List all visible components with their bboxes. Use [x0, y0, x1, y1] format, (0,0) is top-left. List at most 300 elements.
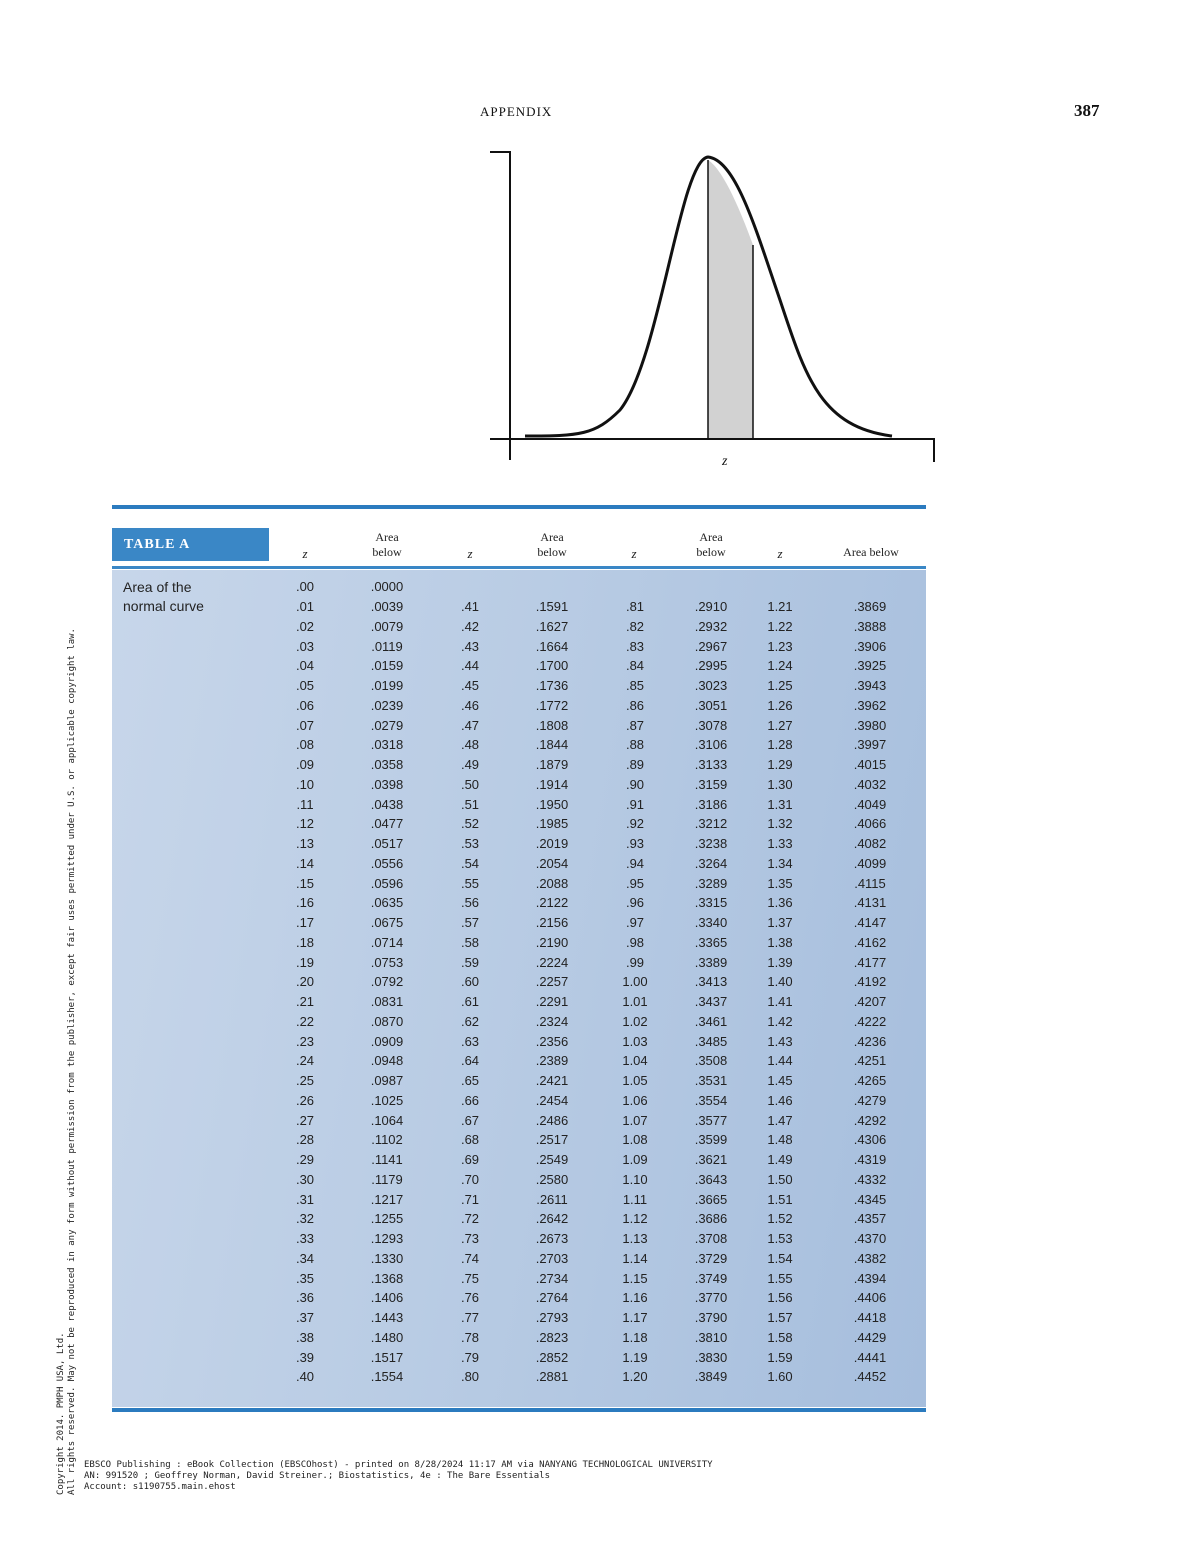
- table-cell-area-4: .3980: [853, 718, 887, 733]
- table-cell-z-1: .25: [295, 1073, 315, 1088]
- table-cell-z-3: 1.06: [622, 1093, 648, 1108]
- table-cell-area-1: .0279: [370, 718, 404, 733]
- col-header-z-1: z: [302, 546, 308, 561]
- caption-line-2: normal curve: [123, 598, 204, 614]
- table-cell-z-2: .70: [460, 1172, 480, 1187]
- table-cell-z-1: .16: [295, 895, 315, 910]
- table-cell-z-3: 1.09: [622, 1152, 648, 1167]
- col-header-area-3-bottom: below: [696, 545, 726, 559]
- table-cell-z-2: .79: [460, 1350, 480, 1365]
- table-cell-area-4: .4131: [853, 895, 887, 910]
- table-cell-z-2: .69: [460, 1152, 480, 1167]
- table-cell-area-4: .3943: [853, 678, 887, 693]
- table-cell-area-1: .0517: [370, 836, 404, 851]
- table-cell-area-1: .0909: [370, 1034, 404, 1049]
- table-cell-z-1: .38: [295, 1330, 315, 1345]
- table-cell-area-2: .2324: [535, 1014, 569, 1029]
- table-cell-z-1: .06: [295, 698, 315, 713]
- table-cell-z-2: .68: [460, 1132, 480, 1147]
- table-cell-z-1: .14: [295, 856, 315, 871]
- table-cell-area-3: .3531: [694, 1073, 728, 1088]
- table-cell-area-4: .3997: [853, 737, 887, 752]
- table-cell-area-3: .2910: [694, 599, 728, 614]
- table-cell-z-1: .26: [295, 1093, 315, 1108]
- table-cell-z-1: .08: [295, 737, 315, 752]
- table-cell-z-1: .29: [295, 1152, 315, 1167]
- col-header-area-2-top: Area: [540, 530, 564, 544]
- table-cell-z-4: 1.25: [767, 678, 793, 693]
- table-cell-area-2: .2703: [535, 1251, 569, 1266]
- table-cell-area-1: .1064: [370, 1113, 404, 1128]
- table-cell-z-1: .35: [295, 1271, 315, 1286]
- table-cell-z-3: 1.14: [622, 1251, 648, 1266]
- table-cell-z-4: 1.27: [767, 718, 793, 733]
- table-cell-area-2: .2421: [535, 1073, 569, 1088]
- table-cell-area-4: .4441: [853, 1350, 887, 1365]
- table-cell-z-4: 1.40: [767, 974, 793, 989]
- table-cell-area-2: .1772: [535, 698, 569, 713]
- col-header-area-2-bottom: below: [537, 545, 567, 559]
- table-cell-area-1: .0987: [370, 1073, 404, 1088]
- table-cell-area-3: .3577: [694, 1113, 728, 1128]
- table-cell-area-3: .2932: [694, 619, 728, 634]
- table-cell-z-4: 1.48: [767, 1132, 793, 1147]
- table-cell-z-3: 1.18: [622, 1330, 648, 1345]
- table-cell-area-4: .4319: [853, 1152, 887, 1167]
- running-header: APPENDIX: [480, 104, 553, 119]
- table-cell-area-1: .1554: [370, 1369, 404, 1384]
- table-cell-z-1: .28: [295, 1132, 315, 1147]
- table-cell-z-3: .90: [625, 777, 645, 792]
- table-cell-z-3: .91: [625, 797, 645, 812]
- table-cell-z-3: 1.20: [622, 1369, 648, 1384]
- table-cell-area-1: .0398: [370, 777, 404, 792]
- table-cell-z-3: 1.00: [622, 974, 648, 989]
- table-cell-area-2: .2190: [535, 935, 569, 950]
- table-cell-z-4: 1.31: [767, 797, 793, 812]
- table-cell-z-3: 1.01: [622, 994, 648, 1009]
- table-cell-area-4: .4279: [853, 1093, 887, 1108]
- table-cell-z-1: .40: [295, 1369, 315, 1384]
- table-cell-z-3: .85: [625, 678, 645, 693]
- table-cell-area-1: .1480: [370, 1330, 404, 1345]
- page-number: 387: [1074, 101, 1100, 120]
- table-cell-z-2: .45: [460, 678, 480, 693]
- table-cell-z-1: .07: [295, 718, 315, 733]
- table-cell-area-4: .4265: [853, 1073, 887, 1088]
- table-cell-area-3: .3849: [694, 1369, 728, 1384]
- table-cell-z-2: .59: [460, 955, 480, 970]
- table-cell-z-2: .80: [460, 1369, 480, 1384]
- table-cell-area-1: .0438: [370, 797, 404, 812]
- table-cell-z-2: .61: [460, 994, 480, 1009]
- table-cell-area-1: .1293: [370, 1231, 404, 1246]
- table-cell-area-3: .3665: [694, 1192, 728, 1207]
- table-cell-z-3: .99: [625, 955, 645, 970]
- table-cell-z-2: .44: [460, 658, 480, 673]
- table-cell-area-4: .3888: [853, 619, 887, 634]
- table-cell-z-3: .95: [625, 876, 645, 891]
- table-cell-area-4: .4394: [853, 1271, 887, 1286]
- table-cell-area-1: .0714: [370, 935, 404, 950]
- col-header-area-3: [681, 530, 741, 560]
- table-cell-area-3: .3340: [694, 915, 728, 930]
- table-cell-z-1: .24: [295, 1053, 315, 1068]
- table-cell-z-3: 1.08: [622, 1132, 648, 1147]
- table-cell-area-2: .2734: [535, 1271, 569, 1286]
- table-cell-z-2: .48: [460, 737, 480, 752]
- table-cell-z-4: 1.35: [767, 876, 793, 891]
- table-cell-area-4: .4418: [853, 1310, 887, 1325]
- table-cell-area-2: .2156: [535, 915, 569, 930]
- table-cell-z-2: .50: [460, 777, 480, 792]
- table-cell-z-2: .64: [460, 1053, 480, 1068]
- table-cell-z-3: .88: [625, 737, 645, 752]
- table-cell-z-1: .03: [295, 639, 315, 654]
- table-cell-area-1: .0119: [371, 639, 403, 654]
- table-cell-z-1: .09: [295, 757, 315, 772]
- table-cell-z-2: .58: [460, 935, 480, 950]
- table-cell-area-4: .4032: [853, 777, 887, 792]
- table-cell-area-3: .3830: [694, 1350, 728, 1365]
- table-cell-area-3: .3264: [694, 856, 728, 871]
- table-cell-area-2: .1627: [535, 619, 569, 634]
- table-cell-area-4: .4406: [853, 1290, 887, 1305]
- table-cell-area-3: .3133: [694, 757, 728, 772]
- table-cell-z-1: .12: [295, 816, 315, 831]
- table-cell-z-4: 1.45: [767, 1073, 793, 1088]
- table-cell-z-3: .87: [625, 718, 645, 733]
- table-cell-area-1: .1025: [370, 1093, 404, 1108]
- table-cell-z-1: .23: [295, 1034, 315, 1049]
- table-cell-z-1: .04: [295, 658, 315, 673]
- table-cell-z-1: .15: [295, 876, 315, 891]
- table-cell-area-1: .1330: [370, 1251, 404, 1266]
- table-cell-area-2: .1591: [535, 599, 569, 614]
- table-cell-area-1: .0477: [370, 816, 404, 831]
- first-row-z: .00: [295, 579, 315, 594]
- table-cell-z-4: 1.30: [767, 777, 793, 792]
- table-cell-area-3: .3461: [694, 1014, 728, 1029]
- table-cell-z-3: .96: [625, 895, 645, 910]
- table-cell-area-1: .1406: [370, 1290, 404, 1305]
- table-cell-z-3: .86: [625, 698, 645, 713]
- table-cell-z-4: 1.51: [767, 1192, 793, 1207]
- table-cell-z-1: .22: [295, 1014, 315, 1029]
- table-cell-z-4: 1.52: [767, 1211, 793, 1226]
- table-cell-area-4: .4236: [853, 1034, 887, 1049]
- table-cell-z-4: 1.39: [767, 955, 793, 970]
- table-cell-z-4: 1.54: [767, 1251, 793, 1266]
- table-cell-area-3: .3729: [694, 1251, 728, 1266]
- table-cell-z-3: 1.05: [622, 1073, 648, 1088]
- table-cell-z-3: 1.13: [622, 1231, 648, 1246]
- col-header-area-1: [357, 530, 417, 560]
- table-cell-z-3: .94: [625, 856, 645, 871]
- table-cell-area-2: .2088: [535, 876, 569, 891]
- table-cell-area-3: .3554: [694, 1093, 728, 1108]
- table-cell-area-2: .1844: [535, 737, 569, 752]
- table-cell-area-2: .1914: [535, 777, 569, 792]
- table-cell-area-1: .0556: [370, 856, 404, 871]
- table-cell-z-4: 1.36: [767, 895, 793, 910]
- table-cell-area-4: .4115: [854, 876, 886, 891]
- table-cell-area-3: .3051: [694, 698, 728, 713]
- col-header-area-4: Area below: [843, 545, 899, 559]
- table-cell-area-2: .1879: [535, 757, 569, 772]
- table-cell-z-3: 1.15: [622, 1271, 648, 1286]
- table-cell-z-3: .81: [625, 599, 645, 614]
- table-cell-z-4: 1.58: [767, 1330, 793, 1345]
- footer-line-1: EBSCO Publishing : eBook Collection (EBSCOhost) - printed on 8/28/2024 11:17 AM via NANYANG TECHNOLOGICAL UNIVERSITY: [84, 1460, 713, 1470]
- table-cell-z-2: .65: [460, 1073, 480, 1088]
- table-cell-area-3: .3508: [694, 1053, 728, 1068]
- table-cell-z-2: .72: [460, 1211, 480, 1226]
- table-cell-area-1: .0079: [370, 619, 404, 634]
- table-cell-z-1: .30: [295, 1172, 315, 1187]
- table-cell-z-4: 1.42: [767, 1014, 793, 1029]
- table-cell-area-2: .1736: [535, 678, 569, 693]
- footer-line-3: Account: s1190755.main.ehost: [84, 1482, 236, 1492]
- table-cell-z-3: .83: [625, 639, 645, 654]
- header-underline: [112, 566, 926, 569]
- table-cell-z-2: .76: [460, 1290, 480, 1305]
- y-axis: [490, 152, 510, 460]
- table-cell-z-2: .56: [460, 895, 480, 910]
- table-cell-z-3: 1.03: [622, 1034, 648, 1049]
- table-cell-area-4: .3962: [853, 698, 887, 713]
- copyright-line-2: All rights reserved. May not be reproduced in any form without permission from the publisher, except fair uses permitted under U.S. or applicable copyright law.: [67, 628, 77, 1495]
- table-cell-z-3: .97: [625, 915, 645, 930]
- table-cell-area-4: .4162: [853, 935, 887, 950]
- table-cell-area-3: .3078: [694, 718, 728, 733]
- table-cell-area-4: .4429: [853, 1330, 887, 1345]
- table-cell-z-2: .66: [460, 1093, 480, 1108]
- table-cell-area-3: .3437: [694, 994, 728, 1009]
- table-cell-z-4: 1.21: [767, 599, 793, 614]
- table-cell-area-1: .0948: [370, 1053, 404, 1068]
- table-cell-z-4: 1.29: [767, 757, 793, 772]
- table-cell-area-3: .3485: [694, 1034, 728, 1049]
- table-cell-area-4: .4082: [853, 836, 887, 851]
- table-cell-z-4: 1.22: [767, 619, 793, 634]
- table-cell-area-4: .4251: [853, 1053, 887, 1068]
- table-cell-z-3: 1.11: [622, 1192, 648, 1207]
- table-cell-area-2: .1664: [535, 639, 569, 654]
- table-cell-area-3: .3315: [694, 895, 728, 910]
- table-cell-area-3: .2995: [694, 658, 728, 673]
- table-cell-area-1: .0596: [370, 876, 404, 891]
- table-cell-area-4: .4452: [853, 1369, 887, 1384]
- table-cell-z-2: .42: [460, 619, 480, 634]
- table-cell-z-1: .02: [295, 619, 315, 634]
- col-header-z-3: z: [631, 546, 637, 561]
- table-cell-area-3: .3186: [694, 797, 728, 812]
- table-cell-z-1: .05: [295, 678, 315, 693]
- table-cell-area-1: .1102: [371, 1132, 403, 1147]
- table-cell-z-1: .32: [295, 1211, 315, 1226]
- table-cell-area-4: .4066: [853, 816, 887, 831]
- table-cell-area-4: .4015: [853, 757, 887, 772]
- table-cell-z-4: 1.49: [767, 1152, 793, 1167]
- table-cell-z-4: 1.34: [767, 856, 793, 871]
- table-cell-z-1: .10: [295, 777, 315, 792]
- col-header-z-2: z: [467, 546, 473, 561]
- table-cell-area-4: .4292: [853, 1113, 887, 1128]
- table-cell-area-2: .2224: [535, 955, 569, 970]
- table-cell-area-1: .0039: [370, 599, 404, 614]
- table-cell-area-2: .2291: [535, 994, 569, 1009]
- table-cell-area-2: .1950: [535, 797, 569, 812]
- table-cell-z-1: .21: [295, 994, 315, 1009]
- table-cell-area-1: .0792: [370, 974, 404, 989]
- table-cell-area-1: .1443: [370, 1310, 404, 1325]
- table-cell-area-1: .0870: [370, 1014, 404, 1029]
- table-cell-area-2: .2611: [536, 1192, 568, 1207]
- table-cell-area-4: .4332: [853, 1172, 887, 1187]
- table-cell-area-3: .3599: [694, 1132, 728, 1147]
- table-cell-area-1: .0239: [370, 698, 404, 713]
- table-cell-area-1: .0318: [370, 737, 404, 752]
- table-cell-area-2: .2673: [535, 1231, 569, 1246]
- table-cell-z-2: .51: [460, 797, 480, 812]
- print-footer: [84, 1460, 713, 1493]
- table-cell-z-2: .46: [460, 698, 480, 713]
- table-cell-z-4: 1.50: [767, 1172, 793, 1187]
- copyright-line-1: Copyright 2014. PMPH USA, Ltd.: [56, 1332, 66, 1495]
- table-cell-area-3: .3365: [694, 935, 728, 950]
- table-cell-area-4: .4382: [853, 1251, 887, 1266]
- table-cell-z-3: .92: [625, 816, 645, 831]
- table-cell-area-3: .3106: [694, 737, 728, 752]
- table-cell-z-4: 1.26: [767, 698, 793, 713]
- table-cell-z-2: .75: [460, 1271, 480, 1286]
- table-cell-z-2: .52: [460, 816, 480, 831]
- table-cell-z-1: .37: [295, 1310, 315, 1325]
- table-cell-area-1: .0635: [370, 895, 404, 910]
- table-cell-area-4: .3925: [853, 658, 887, 673]
- table-cell-z-1: .27: [295, 1113, 315, 1128]
- table-cell-z-3: 1.07: [622, 1113, 648, 1128]
- table-cell-area-2: .2122: [535, 895, 569, 910]
- table-cell-z-2: .47: [460, 718, 480, 733]
- table-cell-z-4: 1.32: [767, 816, 793, 831]
- table-cell-z-4: 1.47: [767, 1113, 793, 1128]
- table-cell-z-1: .33: [295, 1231, 315, 1246]
- table-cell-area-1: .0199: [370, 678, 404, 693]
- table-cell-area-2: .2054: [535, 856, 569, 871]
- table-cell-area-4: .3869: [853, 599, 887, 614]
- table-cell-area-3: .2967: [694, 639, 728, 654]
- table-cell-z-1: .20: [295, 974, 315, 989]
- table-cell-z-4: 1.57: [767, 1310, 793, 1325]
- table-cell-area-3: .3790: [694, 1310, 728, 1325]
- table-cell-z-4: 1.46: [767, 1093, 793, 1108]
- table-cell-area-3: .3289: [694, 876, 728, 891]
- table-cell-z-4: 1.53: [767, 1231, 793, 1246]
- copyright-notice: [56, 628, 78, 1495]
- table-cell-z-2: .53: [460, 836, 480, 851]
- table-cell-area-2: .2019: [535, 836, 569, 851]
- table-cell-z-1: .31: [295, 1192, 315, 1207]
- col-header-area-2: [522, 530, 582, 560]
- table-cell-z-4: 1.41: [767, 994, 793, 1009]
- table-cell-z-3: 1.16: [622, 1290, 648, 1305]
- table-cell-area-3: .3686: [694, 1211, 728, 1226]
- table-cell-area-3: .3643: [694, 1172, 728, 1187]
- table-cell-area-2: .2389: [535, 1053, 569, 1068]
- table-cell-area-4: .4306: [853, 1132, 887, 1147]
- table-cell-area-4: .4357: [853, 1211, 887, 1226]
- table-cell-area-1: .1179: [371, 1172, 403, 1187]
- footer-line-2: AN: 991520 ; Geoffrey Norman, David Streiner.; Biostatistics, 4e : The Bare Essentials: [84, 1471, 550, 1481]
- table-cell-z-1: .17: [295, 915, 315, 930]
- table-cell-area-2: .2823: [535, 1330, 569, 1345]
- table-cell-z-2: .77: [460, 1310, 480, 1325]
- table-cell-z-1: .39: [295, 1350, 315, 1365]
- table-cell-z-2: .55: [460, 876, 480, 891]
- table-cell-z-1: .34: [295, 1251, 315, 1266]
- table-cell-area-3: .3621: [694, 1152, 728, 1167]
- table-cell-z-4: 1.55: [767, 1271, 793, 1286]
- table-cell-area-4: .3906: [853, 639, 887, 654]
- table-cell-z-1: .19: [295, 955, 315, 970]
- col-header-area-1-top: Area: [375, 530, 399, 544]
- table-cell-area-2: .2642: [535, 1211, 569, 1226]
- table-cell-z-3: 1.12: [622, 1211, 648, 1226]
- table-cell-z-2: .62: [460, 1014, 480, 1029]
- table-cell-area-4: .4207: [853, 994, 887, 1009]
- col-header-area-3-top: Area: [699, 530, 723, 544]
- table-cell-area-2: .2517: [535, 1132, 569, 1147]
- table-cell-area-1: .0753: [370, 955, 404, 970]
- table-cell-z-2: .74: [460, 1251, 480, 1266]
- table-badge: TABLE A: [112, 528, 269, 561]
- table-cell-area-2: .2549: [535, 1152, 569, 1167]
- table-cell-z-1: .18: [295, 935, 315, 950]
- table-cell-z-3: 1.19: [622, 1350, 648, 1365]
- table-cell-area-3: .3810: [694, 1330, 728, 1345]
- col-header-z-4: z: [777, 546, 783, 561]
- caption-line-1: Area of the: [123, 579, 192, 595]
- table-cell-z-3: .89: [625, 757, 645, 772]
- table-cell-z-4: 1.60: [767, 1369, 793, 1384]
- table-cell-area-1: .0159: [370, 658, 404, 673]
- table-cell-area-4: .4177: [853, 955, 887, 970]
- table-cell-z-4: 1.24: [767, 658, 793, 673]
- table-cell-area-3: .3770: [694, 1290, 728, 1305]
- table-cell-area-2: .1700: [535, 658, 569, 673]
- table-cell-area-2: .2356: [535, 1034, 569, 1049]
- table-cell-z-2: .71: [460, 1192, 480, 1207]
- table-cell-area-1: .1255: [370, 1211, 404, 1226]
- table-cell-area-1: .0358: [370, 757, 404, 772]
- table-cell-area-2: .2793: [535, 1310, 569, 1325]
- table-cell-z-4: 1.56: [767, 1290, 793, 1305]
- table-cell-area-2: .2580: [535, 1172, 569, 1187]
- table-cell-z-4: 1.44: [767, 1053, 793, 1068]
- col-header-area-1-bottom: below: [372, 545, 402, 559]
- table-cell-area-4: .4192: [853, 974, 887, 989]
- table-cell-z-4: 1.59: [767, 1350, 793, 1365]
- table-cell-z-3: 1.17: [622, 1310, 648, 1325]
- z-axis-label: z: [722, 454, 728, 469]
- table-cell-area-2: .2881: [535, 1369, 569, 1384]
- table-cell-z-3: 1.04: [622, 1053, 648, 1068]
- table-cell-area-2: .1985: [535, 816, 569, 831]
- table-cell-area-4: .4099: [853, 856, 887, 871]
- table-cell-z-1: .36: [295, 1290, 315, 1305]
